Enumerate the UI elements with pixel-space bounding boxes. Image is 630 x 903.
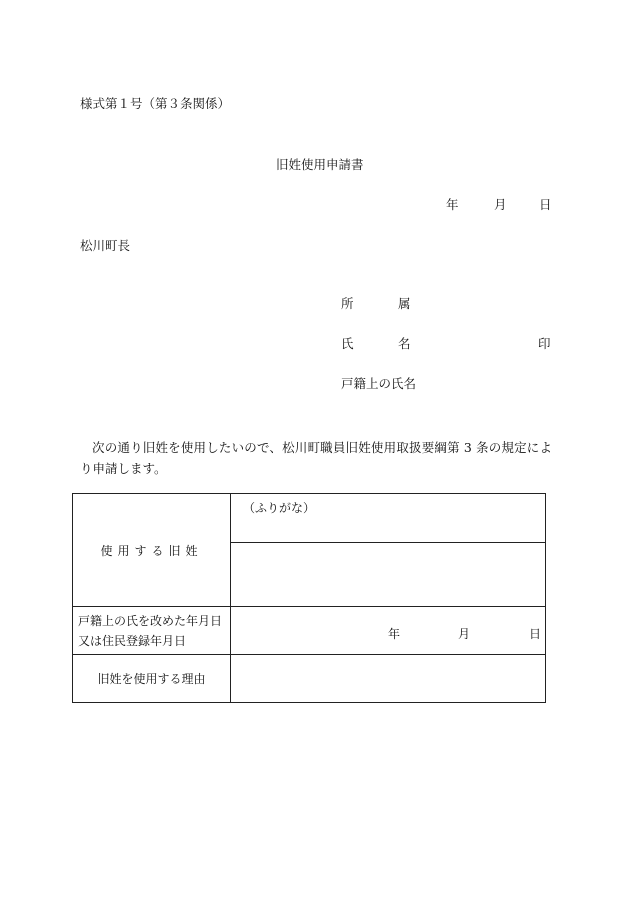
kyusei-field[interactable] (231, 543, 546, 607)
kyusei-label: 使用する旧姓 (100, 543, 203, 558)
furigana-label: （ふりがな） (243, 501, 316, 515)
reason-label: 旧姓を使用する理由 (97, 672, 206, 686)
affiliation-label-a: 所 (341, 296, 354, 311)
date-month-label: 月 (494, 197, 507, 212)
addressee: 松川町長 (80, 238, 131, 253)
change-date-day: 日 (529, 627, 542, 641)
change-date-month: 月 (458, 627, 471, 641)
reason-label-cell (73, 655, 231, 703)
furigana-field[interactable] (231, 494, 546, 543)
affiliation-label-b: 属 (398, 296, 411, 311)
date-day-label: 日 (539, 197, 552, 212)
kyusei-label-cell (73, 494, 231, 607)
registered-name-label: 戸籍上の氏名 (341, 376, 417, 391)
application-table (72, 493, 546, 703)
name-label-a: 氏 (341, 336, 354, 351)
form-number: 様式第１号（第３条関係） (80, 96, 231, 111)
change-date-year: 年 (388, 627, 401, 641)
change-date-label-2: 又は住民登録年月日 (78, 633, 187, 648)
change-date-field[interactable] (231, 607, 546, 655)
name-label-b: 名 (398, 336, 411, 351)
date-year-label: 年 (446, 197, 459, 212)
change-date-label-1: 戸籍上の氏を改めた年月日 (78, 613, 223, 628)
seal-label: 印 (538, 336, 551, 351)
change-date-label-cell (73, 607, 231, 655)
document-title: 旧姓使用申請書 (276, 157, 364, 172)
reason-field[interactable] (231, 655, 546, 703)
body-text: 次の通り旧姓を使用したいので、松川町職員旧姓使用取扱要綱第 3 条の規定により申請します。 (80, 440, 552, 476)
